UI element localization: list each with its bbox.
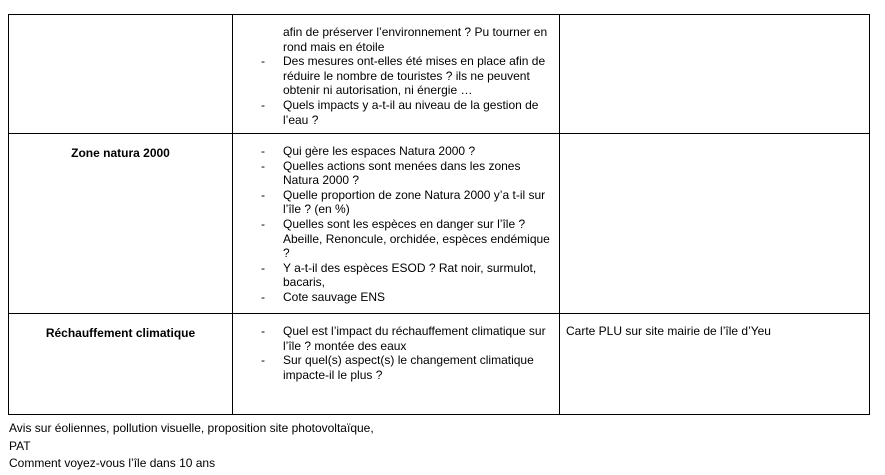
question-item: - Quelles sont les espèces en danger sur l’île ? Abeille, Renoncule, orchidée, espèces endémique ? <box>283 217 559 261</box>
resource-text <box>560 15 869 25</box>
question-item: - Y a-t-il des espèces ESOD ? Rat noir, surmulot, bacaris, <box>283 261 559 290</box>
note-line: PAT <box>9 438 31 453</box>
questions-cell <box>233 15 560 134</box>
note-line: Avis sur éoliennes, pollution visuelle, proposition site photovoltaïque, <box>9 421 374 435</box>
questions-cell <box>233 134 560 314</box>
topic-cell <box>9 314 233 415</box>
question-item: - Quel est l’impact du réchauffement climatique sur l’île ? montée des eaux <box>283 324 559 353</box>
question-item: - Des mesures ont-elles été mises en place afin de réduire le nombre de touristes ? ils ne peuvent obtenir ni autorisation, ni énergie … <box>283 54 559 98</box>
topic-label: Zone natura 2000 <box>71 146 170 160</box>
topic-label: Réchauffement climatique <box>45 326 196 340</box>
resource-text <box>560 134 869 144</box>
topic-label <box>9 15 232 26</box>
resource-text: Carte PLU sur site mairie de l’île d’Yeu <box>566 324 771 338</box>
question-item: - Quelle proportion de zone Natura 2000 y’a t-il sur l’île ? (en %) <box>283 188 559 217</box>
questions-cell <box>233 314 560 415</box>
question-list <box>233 314 559 382</box>
question-item: - Quels impacts y a-t-il au niveau de la gestion de l’eau ? <box>283 98 559 127</box>
topic-cell <box>9 15 233 134</box>
question-item: afin de préserver l’environnement ? Pu tourner en rond mais en étoile <box>283 25 548 54</box>
table-row <box>9 314 870 415</box>
questions-table <box>8 14 870 415</box>
resource-cell <box>560 15 870 134</box>
question-item: - Quelles actions sont menées dans les zones Natura 2000 ? <box>283 159 559 188</box>
question-item: - Cote sauvage ENS <box>283 290 559 305</box>
question-item: - Sur quel(s) aspect(s) le changement climatique impacte-il le plus ? <box>283 353 559 382</box>
question-list <box>233 15 559 127</box>
topic-cell <box>9 134 233 314</box>
notes-block <box>9 420 374 473</box>
note-line: Comment voyez-vous l’île dans 10 ans <box>9 456 216 470</box>
resource-cell <box>560 134 870 314</box>
question-list <box>233 134 559 305</box>
question-item: - Qui gère les espaces Natura 2000 ? <box>283 144 559 159</box>
table-row <box>9 134 870 314</box>
table-row <box>9 15 870 134</box>
resource-cell <box>560 314 870 415</box>
